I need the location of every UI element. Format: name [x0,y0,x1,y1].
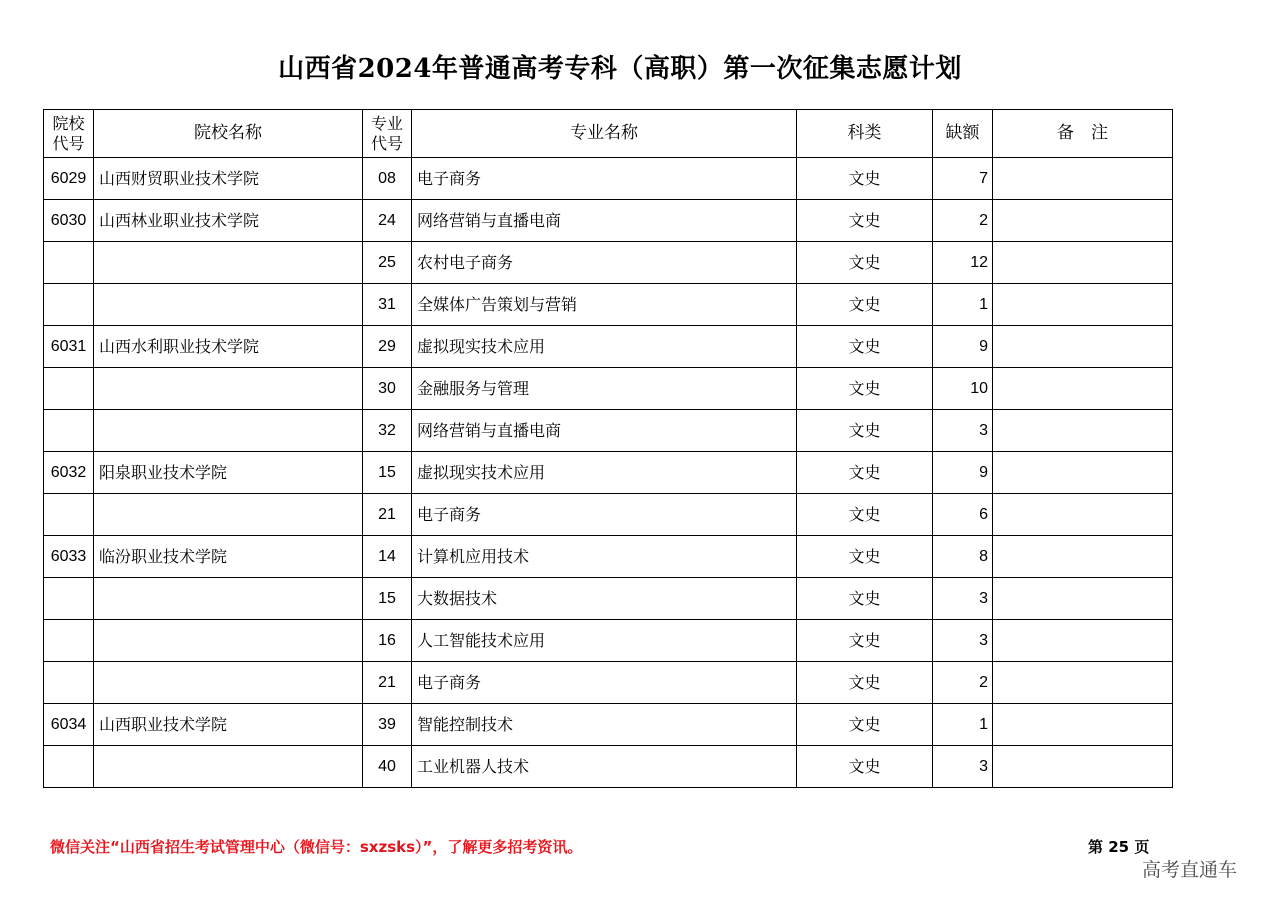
cell-remarks [993,662,1173,704]
cell-major-code: 39 [363,704,412,746]
cell-school-code [44,578,94,620]
cell-vacancies: 12 [933,242,993,284]
cell-major-name: 金融服务与管理 [412,368,797,410]
cell-category: 文史 [797,662,933,704]
watermark-text: 高考直通车 [1142,859,1238,881]
cell-school-name [94,410,363,452]
table-row [44,452,1173,494]
cell-major-code: 16 [363,620,412,662]
cell-category: 文史 [797,704,933,746]
table-row [44,158,1173,200]
cell-school-name: 阳泉职业技术学院 [94,452,363,494]
table-row [44,410,1173,452]
cell-major-name: 大数据技术 [412,578,797,620]
cell-major-name: 电子商务 [412,662,797,704]
cell-school-code [44,242,94,284]
header-remarks: 备 注 [993,110,1173,158]
cell-vacancies: 3 [933,578,993,620]
cell-school-code [44,746,94,788]
cell-school-code: 6030 [44,200,94,242]
cell-remarks [993,746,1173,788]
cell-category: 文史 [797,494,933,536]
table-body [44,158,1173,788]
header-major-code: 专业 代号 [363,110,412,158]
cell-vacancies: 9 [933,326,993,368]
cell-major-name: 农村电子商务 [412,242,797,284]
table-row [44,746,1173,788]
cell-remarks [993,494,1173,536]
cell-vacancies: 2 [933,200,993,242]
cell-school-code [44,662,94,704]
header-vacancies: 缺额 [933,110,993,158]
cell-school-name [94,578,363,620]
cell-category: 文史 [797,326,933,368]
cell-major-name: 虚拟现实技术应用 [412,326,797,368]
cell-school-name: 山西职业技术学院 [94,704,363,746]
cell-school-name: 山西财贸职业技术学院 [94,158,363,200]
cell-major-name: 计算机应用技术 [412,536,797,578]
cell-school-name [94,494,363,536]
cell-major-name: 网络营销与直播电商 [412,410,797,452]
cell-school-name [94,284,363,326]
cell-major-code: 21 [363,662,412,704]
cell-school-code: 6033 [44,536,94,578]
enrollment-plan-table [43,109,1173,788]
cell-category: 文史 [797,536,933,578]
cell-school-code: 6032 [44,452,94,494]
table-row [44,536,1173,578]
cell-vacancies: 9 [933,452,993,494]
header-major-name: 专业名称 [412,110,797,158]
table-row [44,200,1173,242]
cell-school-name: 山西水利职业技术学院 [94,326,363,368]
cell-category: 文史 [797,158,933,200]
cell-major-name: 电子商务 [412,158,797,200]
cell-category: 文史 [797,620,933,662]
cell-school-code [44,620,94,662]
cell-school-code [44,494,94,536]
table-row [44,242,1173,284]
cell-major-code: 14 [363,536,412,578]
cell-school-code: 6029 [44,158,94,200]
cell-school-name [94,620,363,662]
cell-remarks [993,368,1173,410]
cell-school-code [44,410,94,452]
cell-major-name: 虚拟现实技术应用 [412,452,797,494]
cell-major-name: 全媒体广告策划与营销 [412,284,797,326]
table-row [44,368,1173,410]
cell-category: 文史 [797,578,933,620]
cell-school-code [44,284,94,326]
cell-school-code [44,368,94,410]
cell-vacancies: 3 [933,620,993,662]
cell-school-name [94,662,363,704]
cell-major-name: 网络营销与直播电商 [412,200,797,242]
cell-major-code: 40 [363,746,412,788]
cell-major-name: 人工智能技术应用 [412,620,797,662]
cell-remarks [993,452,1173,494]
cell-category: 文史 [797,452,933,494]
cell-school-code: 6031 [44,326,94,368]
cell-school-name: 山西林业职业技术学院 [94,200,363,242]
cell-vacancies: 10 [933,368,993,410]
cell-major-code: 25 [363,242,412,284]
page-number: 第 25 页 [1088,838,1150,856]
cell-category: 文史 [797,242,933,284]
cell-major-code: 31 [363,284,412,326]
header-category: 科类 [797,110,933,158]
cell-vacancies: 1 [933,284,993,326]
cell-category: 文史 [797,410,933,452]
cell-major-code: 30 [363,368,412,410]
table-row [44,578,1173,620]
footer-wechat-note: 微信关注“山西省招生考试管理中心（微信号：sxzsks）”，了解更多招考资讯。 [50,838,583,856]
table-row [44,494,1173,536]
cell-remarks [993,536,1173,578]
cell-vacancies: 3 [933,746,993,788]
table-row [44,662,1173,704]
cell-remarks [993,620,1173,662]
cell-major-code: 29 [363,326,412,368]
cell-vacancies: 6 [933,494,993,536]
header-school-code: 院校 代号 [44,110,94,158]
cell-major-name: 工业机器人技术 [412,746,797,788]
cell-major-code: 15 [363,452,412,494]
cell-school-name: 临汾职业技术学院 [94,536,363,578]
cell-remarks [993,284,1173,326]
table-row [44,704,1173,746]
header-school-name: 院校名称 [94,110,363,158]
cell-major-code: 24 [363,200,412,242]
cell-category: 文史 [797,200,933,242]
cell-remarks [993,158,1173,200]
cell-major-code: 08 [363,158,412,200]
cell-major-code: 21 [363,494,412,536]
cell-category: 文史 [797,284,933,326]
cell-vacancies: 3 [933,410,993,452]
cell-remarks [993,242,1173,284]
cell-vacancies: 2 [933,662,993,704]
table-header-row [44,110,1173,158]
table-row [44,284,1173,326]
cell-major-name: 电子商务 [412,494,797,536]
cell-major-code: 15 [363,578,412,620]
cell-remarks [993,704,1173,746]
cell-vacancies: 7 [933,158,993,200]
cell-category: 文史 [797,368,933,410]
cell-school-name [94,242,363,284]
cell-remarks [993,326,1173,368]
cell-major-name: 智能控制技术 [412,704,797,746]
cell-category: 文史 [797,746,933,788]
cell-major-code: 32 [363,410,412,452]
cell-vacancies: 8 [933,536,993,578]
cell-remarks [993,578,1173,620]
cell-school-name [94,368,363,410]
document-title: 山西省2024年普通高考专科（高职）第一次征集志愿计划 [278,54,962,84]
cell-vacancies: 1 [933,704,993,746]
table-row [44,620,1173,662]
table-row [44,326,1173,368]
cell-school-name [94,746,363,788]
cell-remarks [993,410,1173,452]
cell-remarks [993,200,1173,242]
cell-school-code: 6034 [44,704,94,746]
